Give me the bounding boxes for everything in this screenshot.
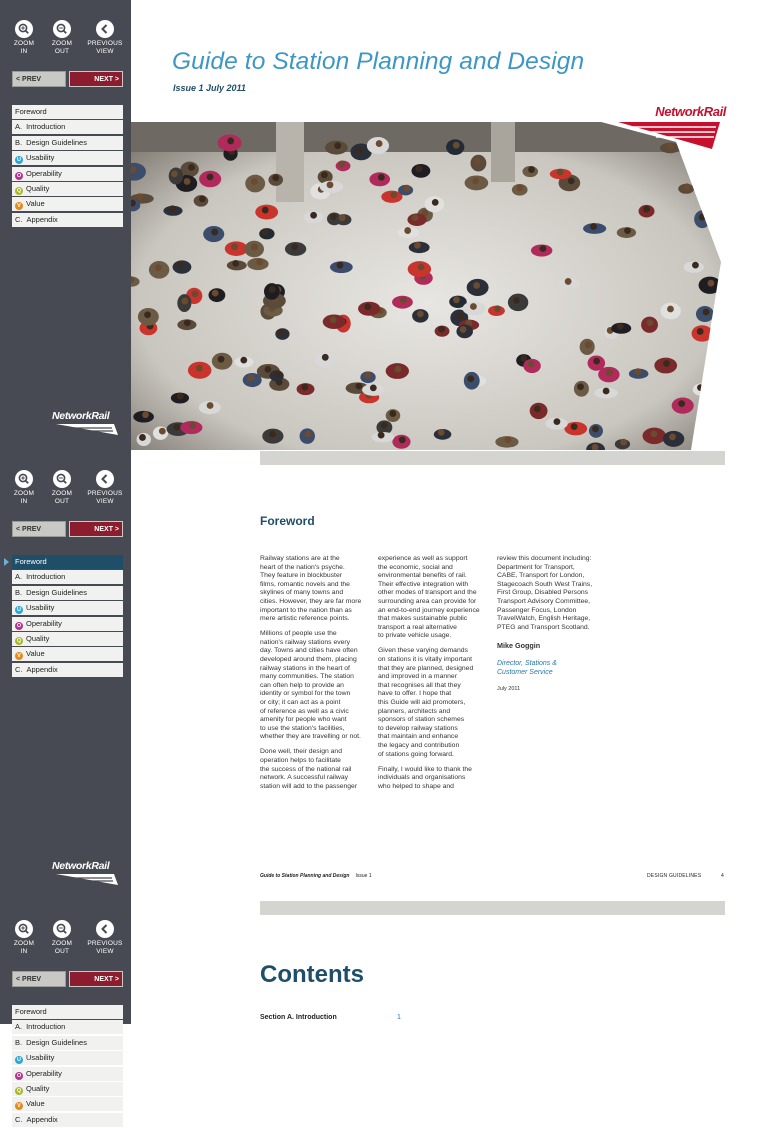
- station-concourse-image: [131, 122, 721, 450]
- crowd-person-head: [635, 368, 642, 375]
- zoom-controls: [0, 920, 131, 960]
- zoom-in-label-1: ZOOM: [13, 490, 35, 497]
- crowd-person-head: [697, 328, 704, 335]
- previous-view-label-2: VIEW: [96, 948, 114, 955]
- crowd-person-head: [207, 402, 214, 409]
- crowd-person-head: [606, 369, 613, 376]
- crowd-person-head: [650, 430, 657, 437]
- previous-view-button[interactable]: [85, 470, 125, 506]
- crowd-person-head: [211, 229, 218, 236]
- previous-view-label-1: PREVIOUS: [87, 490, 123, 497]
- toc-entry-page[interactable]: 1: [397, 1014, 401, 1021]
- zoom-out-label-1: ZOOM: [51, 40, 73, 47]
- crowd-person-head: [130, 166, 137, 173]
- crowd-person-head: [327, 181, 334, 188]
- crowd-person-head: [305, 431, 312, 438]
- zoom-in-label-1: ZOOM: [13, 40, 35, 47]
- zoom-in-label-2: IN: [20, 48, 28, 55]
- menu-item-appendix[interactable]: [12, 213, 123, 227]
- menu-item-design-guidelines[interactable]: [12, 586, 123, 600]
- menu-item-value[interactable]: [12, 647, 123, 661]
- section-operability-icon: O: [16, 1072, 22, 1079]
- section-usability-icon: U: [15, 606, 23, 614]
- crowd-person-head: [416, 165, 423, 172]
- menu-item-label: Operability: [26, 168, 62, 178]
- previous-view-label-1: PREVIOUS: [87, 40, 123, 47]
- section-menu: [12, 105, 123, 228]
- prev-button[interactable]: < PREV: [12, 521, 66, 537]
- crowd-person-head: [310, 212, 317, 219]
- foreword-paragraph: Given these varying demands on stations it is vitally important that they are planned, designed and improved in a manner that recognises all that they have to offer. I hope that this Guide will aid promoters, planners, architects and sponsors of station schemes to develop railway stations that maintain and enhance the legacy and contribution of stations going forward.: [378, 647, 474, 758]
- zoom-out-icon: [53, 920, 71, 938]
- menu-item-quality[interactable]: [12, 632, 123, 646]
- crowd-person-head: [565, 278, 572, 285]
- networkrail-logo: [52, 860, 122, 888]
- crowd-person-head: [707, 280, 714, 287]
- foreword-column-2: [378, 555, 496, 798]
- page-header-bar: [260, 901, 725, 915]
- crowd-person-head: [505, 436, 512, 443]
- menu-item-label: Value: [26, 1099, 45, 1109]
- sidebar-page-3: [0, 900, 131, 1124]
- crowd-person-head: [540, 245, 547, 252]
- next-button[interactable]: NEXT >: [69, 971, 123, 987]
- prev-button[interactable]: < PREV: [12, 971, 66, 987]
- crowd-person-head: [184, 319, 191, 326]
- menu-item-appendix[interactable]: [12, 1113, 123, 1127]
- crowd-person-head: [322, 354, 329, 361]
- crowd-person-head: [513, 297, 520, 304]
- menu-item-label: Introduction: [26, 572, 66, 582]
- crowd-person-head: [301, 384, 308, 391]
- foreword-paragraph: Done well, their design and operation helps to facilitate the success of the national rail network. A successful railway station will add to the passenger: [260, 748, 358, 790]
- crowd-person-head: [136, 193, 143, 200]
- crowd-person-head: [571, 423, 578, 430]
- zoom-out-label-2: OUT: [54, 48, 70, 55]
- crowd-person-head: [378, 174, 385, 181]
- crowd-person-head: [207, 174, 214, 181]
- menu-item-value[interactable]: [12, 197, 123, 211]
- zoom-in-icon: [15, 470, 33, 488]
- previous-view-button[interactable]: [85, 20, 125, 56]
- crowd-person-head: [453, 142, 460, 149]
- crowd-person-head: [381, 422, 388, 429]
- crowd-person-head: [181, 298, 188, 305]
- zoom-in-icon: [15, 920, 33, 938]
- back-arrow-icon: [96, 920, 114, 938]
- menu-item-quality[interactable]: [12, 1082, 123, 1096]
- crowd-person-head: [231, 243, 238, 250]
- zoom-out-button[interactable]: [42, 470, 82, 506]
- sidebar-page-2: [0, 450, 131, 900]
- crowd-person-head: [144, 311, 151, 318]
- crowd-person-head: [620, 439, 627, 446]
- crowd-person-head: [330, 316, 337, 323]
- zoom-controls: [0, 20, 131, 60]
- crowd-person-head: [528, 361, 535, 368]
- back-arrow-icon: [96, 20, 114, 38]
- crowd-person-head: [184, 178, 191, 185]
- crowd-person-head: [274, 371, 281, 378]
- menu-item-value[interactable]: [12, 1097, 123, 1111]
- crowd-person-head: [356, 383, 363, 390]
- crowd-person-head: [269, 286, 276, 293]
- crowd-person-head: [590, 223, 597, 230]
- crowd-person-head: [473, 282, 480, 289]
- crowd-person-head: [338, 161, 345, 168]
- crowd-person-head: [278, 329, 285, 336]
- section-operability-icon: O: [16, 622, 22, 629]
- section-quality-icon: Q: [16, 637, 22, 644]
- crowd-person-head: [438, 429, 445, 436]
- crowd-person-head: [269, 431, 276, 438]
- signature-name: Mike Goggin: [497, 641, 541, 651]
- foreword-page: [131, 450, 768, 900]
- crowd-person-head: [554, 418, 561, 425]
- menu-item-marker: A.: [15, 122, 23, 132]
- zoom-out-label-2: OUT: [54, 948, 70, 955]
- crowd-person-head: [414, 242, 421, 249]
- crowd-person-head: [232, 260, 239, 267]
- crowd-person-head: [142, 411, 149, 418]
- crowd-person-head: [667, 306, 674, 313]
- crowd-person-head: [212, 290, 219, 297]
- footer-title-text: Guide to Station Planning and Design: [260, 873, 350, 879]
- crowd-person-head: [528, 166, 535, 173]
- zoom-controls: [0, 470, 131, 510]
- crowd-person-head: [467, 375, 474, 382]
- menu-item-label: Foreword: [15, 1007, 47, 1016]
- menu-item-label: Quality: [26, 183, 50, 193]
- menu-item-label: Usability: [26, 153, 55, 163]
- zoom-in-label-1: ZOOM: [13, 940, 35, 947]
- cover-title: Guide to Station Planning and Design: [172, 48, 585, 75]
- crowd-person-head: [643, 206, 650, 213]
- section-operability-icon: O: [16, 172, 22, 179]
- crowd-person-head: [585, 341, 592, 348]
- crowd-person-head: [364, 303, 371, 310]
- section-value-icon: V: [15, 1102, 23, 1110]
- crowd-person-head: [684, 183, 691, 190]
- crowd-person-head: [218, 356, 225, 363]
- crowd-person-head: [403, 185, 410, 192]
- foreword-paragraph: experience as well as support the economic, social and environmental benefits of rail. Their effective integration with other modes of transport and the surrounding area can provide for an end-to-end journey experience that makes sustainable public transport a real alternative to private vehicle usage.: [378, 555, 480, 640]
- next-button[interactable]: NEXT >: [69, 71, 123, 87]
- menu-item-foreword[interactable]: [12, 105, 123, 119]
- logo-text: NetworkRail: [52, 860, 110, 872]
- crowd-person-head: [159, 428, 166, 435]
- crowd-person-head: [356, 146, 363, 153]
- menu-item-label: Design Guidelines: [26, 1037, 87, 1047]
- crowd-person-head: [400, 297, 407, 304]
- crowd-person-head: [417, 310, 424, 317]
- crowd-person-head: [568, 177, 575, 184]
- signature-role: Director, Stations & Customer Service: [497, 659, 557, 676]
- crowd-person-head: [196, 365, 203, 372]
- menu-item-label: Introduction: [26, 122, 66, 132]
- cover-logo-text: NetworkRail: [655, 104, 726, 119]
- zoom-in-label-2: IN: [20, 498, 28, 505]
- crowd-person-head: [647, 319, 654, 326]
- back-arrow-icon: [96, 470, 114, 488]
- next-button[interactable]: NEXT >: [69, 521, 123, 537]
- crowd-person-head: [376, 140, 383, 147]
- crowd-person-head: [177, 393, 184, 400]
- zoom-out-button[interactable]: [42, 920, 82, 956]
- crowd-person-head: [155, 264, 162, 271]
- zoom-in-label-2: IN: [20, 948, 28, 955]
- menu-item-introduction[interactable]: [12, 1020, 123, 1034]
- zoom-out-label-1: ZOOM: [51, 490, 73, 497]
- section-quality-icon: Q: [16, 1087, 22, 1094]
- logo-swoosh-icon: [52, 422, 122, 438]
- zoom-in-icon: [15, 20, 33, 38]
- crowd-person-head: [129, 200, 136, 207]
- crowd-person-head: [472, 177, 479, 184]
- previous-view-label-2: VIEW: [96, 48, 114, 55]
- crowd-person-head: [516, 184, 523, 191]
- crowd-person-head: [177, 262, 184, 269]
- crowd-person-body: [698, 418, 719, 433]
- crowd-person-head: [171, 171, 178, 178]
- crowd-person-head: [697, 384, 704, 391]
- foreword-column-1: [260, 555, 378, 798]
- crowd-person-head: [262, 207, 269, 214]
- toc-entry-label[interactable]: Section A. Introduction: [260, 1014, 337, 1021]
- foreword-heading: Foreword: [260, 514, 315, 528]
- crowd-person-head: [192, 290, 199, 297]
- menu-item-appendix[interactable]: [12, 663, 123, 677]
- menu-item-marker: C.: [15, 214, 23, 224]
- crowd-person-head: [256, 259, 263, 266]
- menu-item-label: Operability: [26, 1068, 62, 1078]
- menu-item-marker: B.: [15, 587, 23, 597]
- prev-button[interactable]: < PREV: [12, 71, 66, 87]
- zoom-out-button[interactable]: [42, 20, 82, 56]
- crowd-person-head: [460, 326, 467, 333]
- logo-swoosh-icon: [52, 872, 122, 888]
- menu-item-label: Value: [26, 199, 45, 209]
- signature-date: July 2011: [497, 685, 521, 692]
- crowd-person-head: [370, 384, 377, 391]
- cover-photo: [131, 122, 721, 450]
- crowd-person-head: [240, 357, 247, 364]
- crowd-person-head: [378, 432, 385, 439]
- menu-item-marker: C.: [15, 664, 23, 674]
- crowd-person-head: [291, 244, 298, 251]
- crowd-person-head: [334, 142, 341, 149]
- crowd-person-head: [593, 358, 600, 365]
- logo-text: NetworkRail: [52, 410, 110, 422]
- crowd-person-head: [364, 372, 371, 379]
- crowd-person-head: [603, 388, 610, 395]
- page-header-bar: [260, 451, 725, 465]
- crowd-person-head: [703, 309, 710, 316]
- crowd-person-head: [390, 191, 397, 198]
- menu-item-introduction[interactable]: [12, 120, 123, 134]
- crowd-person-head: [624, 227, 631, 234]
- menu-item-marker: B.: [15, 137, 23, 147]
- crowd-person-head: [404, 227, 411, 234]
- footer-section-label: DESIGN GUIDELINES: [647, 873, 702, 879]
- crowd-person-head: [699, 214, 706, 221]
- contents-heading: Contents: [260, 961, 364, 988]
- section-value-icon: V: [15, 652, 23, 660]
- crowd-person-head: [337, 262, 344, 269]
- crowd-person-head: [174, 424, 181, 431]
- menu-item-label: Appendix: [26, 1114, 58, 1124]
- crowd-person-head: [704, 420, 711, 427]
- menu-item-foreword[interactable]: [12, 1005, 123, 1019]
- crowd-person-head: [188, 164, 195, 171]
- cover-page: [131, 0, 768, 450]
- crowd-person-head: [261, 228, 268, 235]
- section-usability-icon: U: [15, 1056, 23, 1064]
- crowd-person-head: [247, 375, 254, 382]
- footer-issue: Issue 1: [355, 873, 372, 879]
- section-usability-icon: U: [15, 156, 23, 164]
- crowd-person-head: [669, 433, 676, 440]
- crowd-person-head: [389, 410, 396, 417]
- menu-item-usability[interactable]: [12, 151, 123, 165]
- menu-item-label: Quality: [26, 1083, 50, 1093]
- zoom-out-label-2: OUT: [54, 498, 70, 505]
- crowd-person-head: [169, 205, 176, 212]
- crowd-person-head: [678, 400, 685, 407]
- menu-item-label: Introduction: [26, 1022, 66, 1032]
- section-value-icon: V: [15, 202, 23, 210]
- crowd-person-head: [592, 426, 599, 433]
- menu-item-label: Appendix: [26, 664, 58, 674]
- crowd-person-head: [251, 178, 258, 185]
- section-quality-icon: Q: [16, 187, 22, 194]
- menu-item-label: Design Guidelines: [26, 587, 87, 597]
- menu-item-operability[interactable]: [12, 167, 123, 181]
- crowd-person-head: [139, 434, 146, 441]
- menu-item-usability[interactable]: [12, 1051, 123, 1065]
- zoom-in-button[interactable]: [4, 20, 44, 56]
- crowd-person-head: [251, 244, 258, 251]
- previous-view-label-2: VIEW: [96, 498, 114, 505]
- cover-issue: Issue 1 July 2011: [173, 83, 246, 93]
- crowd-person-head: [457, 312, 464, 319]
- crowd-person-head: [617, 323, 624, 330]
- crowd-person-head: [189, 422, 196, 429]
- menu-item-marker: C.: [15, 1114, 23, 1124]
- crowd-person-head: [692, 262, 699, 269]
- crowd-person-head: [453, 296, 460, 303]
- crowd-person-head: [394, 366, 401, 373]
- foreword-column-3: [497, 555, 615, 694]
- menu-item-quality[interactable]: [12, 182, 123, 196]
- crowd-person-head: [470, 303, 477, 310]
- menu-item-label: Usability: [26, 603, 55, 613]
- previous-view-button[interactable]: [85, 920, 125, 956]
- menu-item-label: Appendix: [26, 214, 58, 224]
- crowd-person-head: [399, 436, 406, 443]
- crowd-person-head: [474, 158, 481, 165]
- menu-item-marker: A.: [15, 572, 23, 582]
- menu-item-introduction[interactable]: [12, 570, 123, 584]
- zoom-in-button[interactable]: [4, 920, 44, 956]
- crowd-person-head: [557, 169, 564, 176]
- crowd-person-head: [494, 305, 501, 312]
- zoom-out-label-1: ZOOM: [51, 940, 73, 947]
- menu-item-usability[interactable]: [12, 601, 123, 615]
- menu-item-operability[interactable]: [12, 1067, 123, 1081]
- contents-page: [131, 900, 768, 1024]
- crowd-person-head: [412, 214, 419, 221]
- networkrail-logo: [52, 410, 122, 438]
- current-page-arrow-icon: [4, 558, 9, 566]
- menu-item-label: Design Guidelines: [26, 137, 87, 147]
- menu-item-marker: A.: [15, 1022, 23, 1032]
- sidebar-page-1: [0, 0, 131, 450]
- section-menu: [12, 555, 123, 678]
- crowd-person-head: [265, 366, 272, 373]
- menu-item-label: Foreword: [15, 557, 47, 566]
- footer-page-number: 4: [721, 873, 724, 879]
- section-menu: [12, 1005, 123, 1128]
- menu-item-operability[interactable]: [12, 617, 123, 631]
- footer-document-title: [260, 873, 372, 879]
- foreword-paragraph: Finally, I would like to thank the individuals and organisations who helped to shape and: [378, 765, 472, 790]
- crowd-person-head: [418, 264, 425, 271]
- menu-item-label: Usability: [26, 1053, 55, 1063]
- crowd-person-head: [321, 172, 328, 179]
- foreword-paragraph: review this document including: Department for Transport, CABE, Transport for London, Stagecoach South West Trains, First Group, Disabled Persons Transport Advisory Committee, Passenger Focus, London TravelWatch, English Heritage, PTEG and Transport Scotland.: [497, 555, 593, 631]
- cover-networkrail-logo: [608, 105, 728, 150]
- zoom-in-button[interactable]: [4, 470, 44, 506]
- crowd-person-head: [227, 138, 234, 145]
- menu-item-label: Foreword: [15, 107, 47, 116]
- previous-view-label-1: PREVIOUS: [87, 940, 123, 947]
- foreword-paragraph: Railway stations are at the heart of the nation's psyche. They feature in blockbuster films, romantic novels and the skylines of many towns and cities. However, they are far more important to the nation than as mere artistic reference points.: [260, 555, 362, 623]
- menu-item-label: Quality: [26, 633, 50, 643]
- menu-item-label: Operability: [26, 618, 62, 628]
- crowd-person-head: [339, 214, 346, 221]
- menu-item-label: Value: [26, 649, 45, 659]
- zoom-out-icon: [53, 470, 71, 488]
- crowd-person-head: [199, 195, 206, 202]
- crowd-person-head: [534, 406, 541, 413]
- menu-item-marker: B.: [15, 1037, 23, 1047]
- foreword-paragraph: Millions of people use the nation's railway stations every day. Towns and cities have often developed around them, placing railway stations in the heart of many communities. The station can often help to provide an identity or symbol for the town or city; it can act as a point of reference as well as a civic amenity for people who want to use the station's facilities, whether they are travelling or not.: [260, 630, 361, 741]
- crowd-person-head: [272, 174, 279, 181]
- menu-item-design-guidelines[interactable]: [12, 136, 123, 150]
- crowd-person-head: [432, 199, 439, 206]
- zoom-out-icon: [53, 20, 71, 38]
- crowd-person-head: [663, 360, 670, 367]
- menu-item-foreword[interactable]: [12, 555, 123, 569]
- crowd-person-head: [438, 326, 445, 333]
- crowd-person-head: [577, 383, 584, 390]
- menu-item-design-guidelines[interactable]: [12, 1036, 123, 1050]
